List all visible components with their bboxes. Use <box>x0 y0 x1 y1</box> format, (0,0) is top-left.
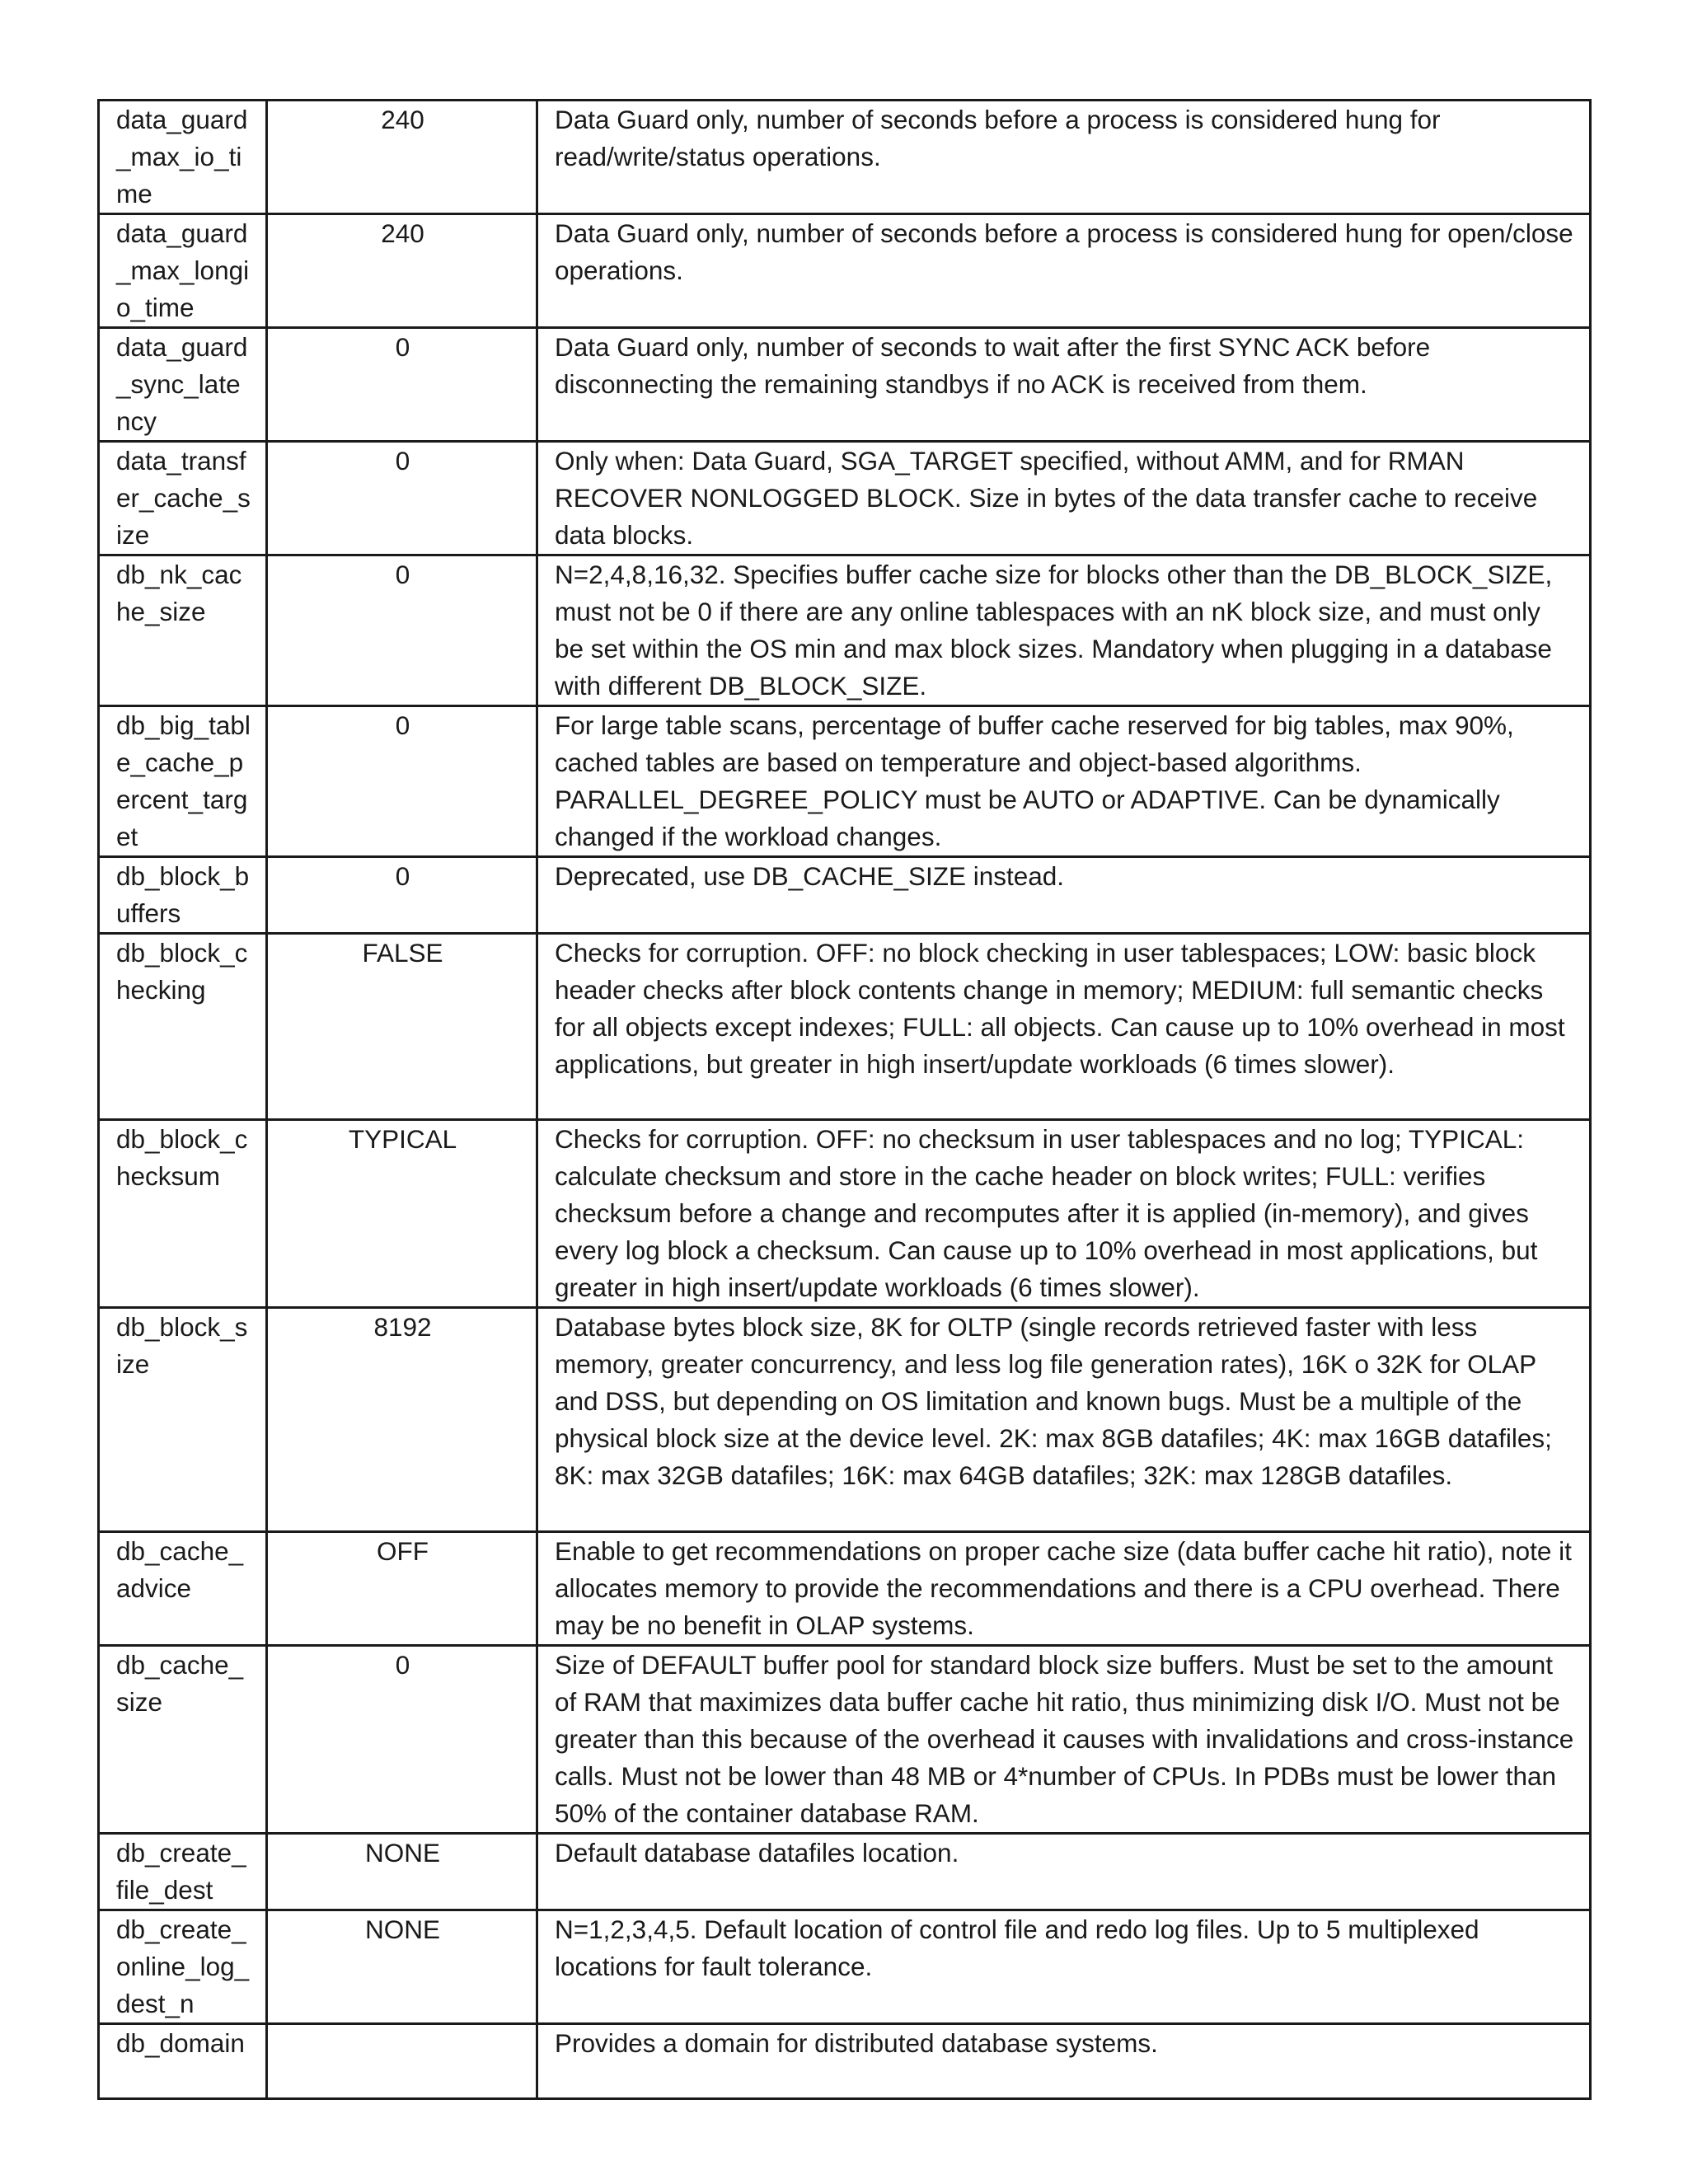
parameter-name: data_guard_max_longio_time <box>99 214 267 328</box>
default-value: 0 <box>267 1646 537 1834</box>
parameter-name: db_big_table_cache_percent_target <box>99 706 267 857</box>
parameter-name: db_block_checksum <box>99 1120 267 1308</box>
default-value: 0 <box>267 555 537 706</box>
parameter-name: db_block_buffers <box>99 857 267 934</box>
parameter-name: db_nk_cache_size <box>99 555 267 706</box>
parameter-name: db_cache_advice <box>99 1532 267 1646</box>
parameter-description: Checks for corruption. OFF: no checksum in user tablespaces and no log; TYPICAL: calculate checksum and store in the cache header on block writes; FULL: verifies checksum before a change and recomputes after it is applied (in-memory), and gives every log block a checksum. Can cause up to 10% overhead in most applications, but greater in high insert/update workloads (6 times slower). <box>537 1120 1591 1308</box>
table-row <box>99 101 1591 214</box>
table-row <box>99 1532 1591 1646</box>
parameter-description: For large table scans, percentage of buffer cache reserved for big tables, max 90%, cached tables are based on temperature and object-based algorithms. PARALLEL_DEGREE_POLICY must be AUTO or ADAPTIVE. Can be dynamically changed if the workload changes. <box>537 706 1591 857</box>
parameter-name: data_guard_sync_latency <box>99 328 267 442</box>
default-value: NONE <box>267 1834 537 1910</box>
parameter-name: data_transfer_cache_size <box>99 442 267 555</box>
default-value: 0 <box>267 328 537 442</box>
default-value: FALSE <box>267 934 537 1120</box>
parameter-description: Data Guard only, number of seconds before a process is considered hung for open/close operations. <box>537 214 1591 328</box>
parameter-name: db_cache_size <box>99 1646 267 1834</box>
parameter-name: db_block_size <box>99 1308 267 1532</box>
parameter-description: Size of DEFAULT buffer pool for standard block size buffers. Must be set to the amount of RAM that maximizes data buffer cache hit ratio, thus minimizing disk I/O. Must not be greater than this because of the overhead it causes with invalidations and cross-instance calls. Must not be lower than 48 MB or 4*number of CPUs. In PDBs must be lower than 50% of the container database RAM. <box>537 1646 1591 1834</box>
default-value: TYPICAL <box>267 1120 537 1308</box>
parameter-description: Deprecated, use DB_CACHE_SIZE instead. <box>537 857 1591 934</box>
default-value: NONE <box>267 1910 537 2024</box>
default-value <box>267 2024 537 2099</box>
table-row <box>99 328 1591 442</box>
table-row <box>99 2024 1591 2099</box>
default-value: 240 <box>267 214 537 328</box>
parameter-description: Enable to get recommendations on proper cache size (data buffer cache hit ratio), note it allocates memory to provide the recommendations and there is a CPU overhead. There may be no benefit in OLAP systems. <box>537 1532 1591 1646</box>
parameter-description: Data Guard only, number of seconds before a process is considered hung for read/write/status operations. <box>537 101 1591 214</box>
default-value: 240 <box>267 101 537 214</box>
parameters-table <box>97 99 1592 2100</box>
table-row <box>99 1834 1591 1910</box>
table-row <box>99 442 1591 555</box>
parameter-name: db_domain <box>99 2024 267 2099</box>
table-row <box>99 1646 1591 1834</box>
default-value: 0 <box>267 442 537 555</box>
parameter-description: N=1,2,3,4,5. Default location of control file and redo log files. Up to 5 multiplexed locations for fault tolerance. <box>537 1910 1591 2024</box>
table-row <box>99 1910 1591 2024</box>
table-row <box>99 706 1591 857</box>
table-row <box>99 555 1591 706</box>
parameter-name: db_block_checking <box>99 934 267 1120</box>
default-value: 0 <box>267 706 537 857</box>
parameter-description: N=2,4,8,16,32. Specifies buffer cache size for blocks other than the DB_BLOCK_SIZE, must not be 0 if there are any online tablespaces with an nK block size, and must only be set within the OS min and max block sizes. Mandatory when plugging in a database with different DB_BLOCK_SIZE. <box>537 555 1591 706</box>
table-row <box>99 1308 1591 1532</box>
table-row <box>99 857 1591 934</box>
default-value: 8192 <box>267 1308 537 1532</box>
parameter-name: data_guard_max_io_time <box>99 101 267 214</box>
parameter-name: db_create_file_dest <box>99 1834 267 1910</box>
parameter-description: Only when: Data Guard, SGA_TARGET specified, without AMM, and for RMAN RECOVER NONLOGGED BLOCK. Size in bytes of the data transfer cache to receive data blocks. <box>537 442 1591 555</box>
parameter-name: db_create_online_log_dest_n <box>99 1910 267 2024</box>
parameter-description: Provides a domain for distributed database systems. <box>537 2024 1591 2099</box>
default-value: 0 <box>267 857 537 934</box>
parameter-description: Database bytes block size, 8K for OLTP (single records retrieved faster with less memory, greater concurrency, and less log file generation rates), 16K o 32K for OLAP and DSS, but depending on OS limitation and known bugs. Must be a multiple of the physical block size at the device level. 2K: max 8GB datafiles; 4K: max 16GB datafiles; 8K: max 32GB datafiles; 16K: max 64GB datafiles; 32K: max 128GB datafiles. <box>537 1308 1591 1532</box>
table-row <box>99 934 1591 1120</box>
table-row <box>99 1120 1591 1308</box>
parameter-description: Default database datafiles location. <box>537 1834 1591 1910</box>
parameter-description: Checks for corruption. OFF: no block checking in user tablespaces; LOW: basic block header checks after block contents change in memory; MEDIUM: full semantic checks for all objects except indexes; FULL: all objects. Can cause up to 10% overhead in most applications, but greater in high insert/update workloads (6 times slower). <box>537 934 1591 1120</box>
parameter-description: Data Guard only, number of seconds to wait after the first SYNC ACK before disconnecting the remaining standbys if no ACK is received from them. <box>537 328 1591 442</box>
default-value: OFF <box>267 1532 537 1646</box>
table-row <box>99 214 1591 328</box>
